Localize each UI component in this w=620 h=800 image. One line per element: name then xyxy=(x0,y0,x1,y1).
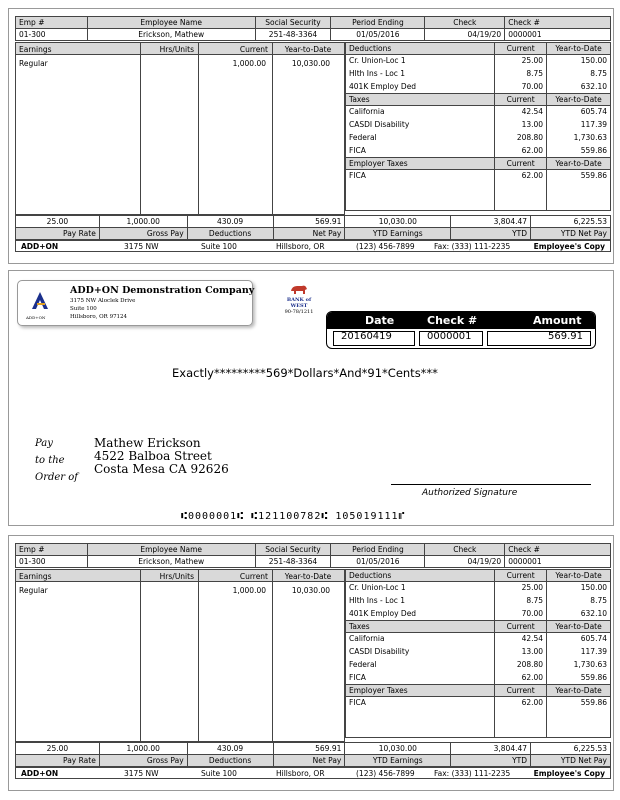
emp-header: Emp # xyxy=(16,544,88,556)
stub-address-bar xyxy=(15,767,611,779)
col-divider xyxy=(272,43,273,214)
ded-ytd: 150.00 xyxy=(547,55,611,68)
blank-cell xyxy=(346,710,495,738)
emp-tax-current: 62.00 xyxy=(495,170,547,183)
company-address-2: Suite 100 xyxy=(70,306,97,312)
totals-table xyxy=(15,742,611,767)
net-pay-label: Net Pay xyxy=(273,755,345,767)
ded-current: 70.00 xyxy=(495,81,547,94)
deductions-header: Deductions xyxy=(346,570,495,582)
col-divider xyxy=(140,43,141,214)
micr-line: ⑆0000001⑆ ⑆121100782⑆ 105019111⑈ xyxy=(181,511,406,522)
to-the-label: to the xyxy=(35,455,65,466)
check-no-value: 0000001 xyxy=(505,556,611,568)
col-divider xyxy=(198,570,199,741)
footer-fax: Fax: (333) 111-2235 xyxy=(434,769,511,778)
bank-block xyxy=(279,283,319,315)
check-number: 0000001 xyxy=(427,331,472,342)
tax-current: 42.54 xyxy=(495,106,547,119)
footer-suite: Suite 100 xyxy=(201,769,237,778)
ytd-earnings-value: 10,030.00 xyxy=(345,216,451,228)
copy-label: Employee's Copy xyxy=(533,769,605,778)
tax-ytd-header: Year-to-Date xyxy=(547,94,611,106)
footer-city: Hillsboro, OR xyxy=(276,242,325,251)
ssn-header: Social Security xyxy=(255,544,331,556)
hrs-header: Hrs/Units xyxy=(159,45,194,54)
order-of-label: Order of xyxy=(35,472,78,483)
emp-tax-label: FICA xyxy=(346,170,495,183)
date-label: Date xyxy=(365,314,395,327)
tax-ytd: 605.74 xyxy=(547,106,611,119)
period-value: 01/05/2016 xyxy=(331,556,425,568)
ded-ytd-header: Year-to-Date xyxy=(547,570,611,582)
bank-name: BANK of WEST xyxy=(286,297,312,309)
copy-label: Employee's Copy xyxy=(533,242,605,251)
tax-label: Federal xyxy=(346,659,495,672)
blank-cell xyxy=(495,183,547,211)
company-address-3: Hillsboro, OR 97124 xyxy=(70,314,128,320)
col-divider xyxy=(272,570,273,741)
taxes-header: Taxes xyxy=(346,621,495,633)
emp-tax-ytd: 559.86 xyxy=(547,170,611,183)
gross-pay-value: 1,000.00 xyxy=(99,743,187,755)
tax-ytd: 1,730.63 xyxy=(547,132,611,145)
amount-box xyxy=(326,311,596,349)
check-date: 20160419 xyxy=(341,331,392,342)
check-no-header: Check # xyxy=(505,17,611,29)
check-no-header: Check # xyxy=(505,544,611,556)
emp-tax-ytd-header: Year-to-Date xyxy=(547,158,611,170)
emp-tax-current-header: Current xyxy=(495,685,547,697)
name-value: Erickson, Mathew xyxy=(87,29,255,41)
pay-rate-value: 25.00 xyxy=(16,216,100,228)
earnings-header: Earnings xyxy=(19,572,52,581)
tax-label: FICA xyxy=(346,145,495,158)
ded-ytd: 632.10 xyxy=(547,608,611,621)
earnings-section xyxy=(15,42,345,215)
ded-ytd: 8.75 xyxy=(547,595,611,608)
check xyxy=(8,270,614,526)
blank-cell xyxy=(547,710,611,738)
company-box xyxy=(17,280,253,326)
tax-label: California xyxy=(346,633,495,646)
tax-label: FICA xyxy=(346,672,495,685)
ytd-label: YTD xyxy=(451,755,531,767)
tax-ytd: 605.74 xyxy=(547,633,611,646)
earnings-current: 1,000.00 xyxy=(232,59,266,68)
tax-ytd-header: Year-to-Date xyxy=(547,621,611,633)
ded-ytd-header: Year-to-Date xyxy=(547,43,611,55)
signature-line xyxy=(391,484,591,485)
footer-street: 3175 NW xyxy=(124,769,159,778)
tax-label: Federal xyxy=(346,132,495,145)
totals-table xyxy=(15,215,611,240)
ded-ytd: 8.75 xyxy=(547,68,611,81)
emp-value: 01-300 xyxy=(16,29,88,41)
employer-taxes-header: Employer Taxes xyxy=(346,685,495,697)
ded-ytd: 632.10 xyxy=(547,81,611,94)
period-header: Period Ending xyxy=(331,17,425,29)
tax-label: CASDI Disability xyxy=(346,646,495,659)
ytd-earnings-label: YTD Earnings xyxy=(345,755,451,767)
period-value: 01/05/2016 xyxy=(331,29,425,41)
deductions-value: 430.09 xyxy=(187,216,273,228)
ded-ytd: 150.00 xyxy=(547,582,611,595)
earn-ytd-header: Year-to-Date xyxy=(284,572,332,581)
logo-text: ADD+ON xyxy=(26,315,46,320)
earn-ytd-header: Year-to-Date xyxy=(284,45,332,54)
pay-rate-label: Pay Rate xyxy=(16,228,100,240)
employee-info-table xyxy=(15,16,611,41)
earnings-current: 1,000.00 xyxy=(232,586,266,595)
col-divider xyxy=(140,570,141,741)
tax-current-header: Current xyxy=(495,621,547,633)
ded-label: Cr. Union-Loc 1 xyxy=(346,55,495,68)
ded-current: 8.75 xyxy=(495,68,547,81)
earn-current-header: Current xyxy=(239,45,268,54)
emp-tax-current: 62.00 xyxy=(495,697,547,710)
footer-suite: Suite 100 xyxy=(201,242,237,251)
ded-label: 401K Employ Ded xyxy=(346,81,495,94)
deductions-label: Deductions xyxy=(187,228,273,240)
check-no-label: Check # xyxy=(427,314,478,327)
ssn-header: Social Security xyxy=(255,17,331,29)
ytd-value: 3,804.47 xyxy=(451,743,531,755)
payee-city: Costa Mesa CA 92626 xyxy=(94,462,229,476)
earnings-label: Regular xyxy=(19,59,48,68)
ded-current: 8.75 xyxy=(495,595,547,608)
ytd-net-label: YTD Net Pay xyxy=(531,755,611,767)
ded-current: 70.00 xyxy=(495,608,547,621)
company-address-1: 3175 NW Aloclek Drive xyxy=(70,298,136,304)
ssn-value: 251-48-3364 xyxy=(255,556,331,568)
pay-stub-top xyxy=(8,8,614,264)
ded-current: 25.00 xyxy=(495,582,547,595)
ytd-net-value: 6,225.53 xyxy=(531,216,611,228)
deductions-table xyxy=(345,42,611,211)
emp-tax-current-header: Current xyxy=(495,158,547,170)
ded-current-header: Current xyxy=(495,570,547,582)
tax-ytd: 559.86 xyxy=(547,145,611,158)
bank-routing: 90-78/1211 xyxy=(284,309,314,315)
net-pay-label: Net Pay xyxy=(273,228,345,240)
tax-current: 208.80 xyxy=(495,132,547,145)
emp-tax-ytd-header: Year-to-Date xyxy=(547,685,611,697)
tax-current: 62.00 xyxy=(495,145,547,158)
earnings-section xyxy=(15,569,345,742)
tax-ytd: 1,730.63 xyxy=(547,659,611,672)
check-date-header: Check xyxy=(425,17,505,29)
earnings-ytd: 10,030.00 xyxy=(291,586,330,595)
ded-label: Cr. Union-Loc 1 xyxy=(346,582,495,595)
taxes-header: Taxes xyxy=(346,94,495,106)
blank-cell xyxy=(547,183,611,211)
earnings-label: Regular xyxy=(19,586,48,595)
stub-address-bar xyxy=(15,240,611,252)
tax-current-header: Current xyxy=(495,94,547,106)
emp-header: Emp # xyxy=(16,17,88,29)
tax-ytd: 117.39 xyxy=(547,119,611,132)
deductions-header: Deductions xyxy=(346,43,495,55)
name-header: Employee Name xyxy=(87,17,255,29)
pay-label: Pay xyxy=(35,438,53,449)
name-header: Employee Name xyxy=(87,544,255,556)
check-amount: 569.91 xyxy=(548,331,583,342)
company-name: ADD+ON Demonstration Company xyxy=(70,285,255,296)
tax-ytd: 117.39 xyxy=(547,646,611,659)
tax-label: California xyxy=(346,106,495,119)
footer-company: ADD+ON xyxy=(21,242,59,251)
payee-street: 4522 Balboa Street xyxy=(94,449,212,463)
gross-pay-label: Gross Pay xyxy=(99,228,187,240)
tax-current: 62.00 xyxy=(495,672,547,685)
tax-current: 13.00 xyxy=(495,119,547,132)
check-date-header: Check xyxy=(425,544,505,556)
tax-label: CASDI Disability xyxy=(346,119,495,132)
emp-value: 01-300 xyxy=(16,556,88,568)
deductions-table xyxy=(345,569,611,738)
check-no-value: 0000001 xyxy=(505,29,611,41)
earnings-header: Earnings xyxy=(19,45,52,54)
blank-cell xyxy=(495,710,547,738)
amount-label: Amount xyxy=(533,314,582,327)
deductions-value: 430.09 xyxy=(187,743,273,755)
ded-current: 25.00 xyxy=(495,55,547,68)
amount-values xyxy=(327,329,595,349)
net-pay-value: 569.91 xyxy=(273,216,345,228)
deductions-label: Deductions xyxy=(187,755,273,767)
pay-stub-bottom xyxy=(8,535,614,791)
amount-in-words: Exactly*********569*Dollars*And*91*Cents*** xyxy=(172,366,438,380)
check-date-value: 04/19/20 xyxy=(425,29,505,41)
tax-current: 208.80 xyxy=(495,659,547,672)
emp-tax-label: FICA xyxy=(346,697,495,710)
footer-phone: (123) 456-7899 xyxy=(356,769,415,778)
earn-current-header: Current xyxy=(239,572,268,581)
tax-current: 42.54 xyxy=(495,633,547,646)
name-value: Erickson, Mathew xyxy=(87,556,255,568)
company-logo-icon xyxy=(28,289,52,313)
employer-taxes-header: Employer Taxes xyxy=(346,158,495,170)
ded-label: Hlth Ins - Loc 1 xyxy=(346,595,495,608)
pay-rate-value: 25.00 xyxy=(16,743,100,755)
ytd-earnings-value: 10,030.00 xyxy=(345,743,451,755)
emp-tax-ytd: 559.86 xyxy=(547,697,611,710)
footer-company: ADD+ON xyxy=(21,769,59,778)
ded-current-header: Current xyxy=(495,43,547,55)
ytd-label: YTD xyxy=(451,228,531,240)
ded-label: 401K Employ Ded xyxy=(346,608,495,621)
payee-name: Mathew Erickson xyxy=(94,436,201,450)
amount-header xyxy=(327,312,595,329)
earnings-ytd: 10,030.00 xyxy=(291,59,330,68)
gross-pay-label: Gross Pay xyxy=(99,755,187,767)
net-pay-value: 569.91 xyxy=(273,743,345,755)
gross-pay-value: 1,000.00 xyxy=(99,216,187,228)
tax-ytd: 559.86 xyxy=(547,672,611,685)
employee-info-table xyxy=(15,543,611,568)
ytd-net-label: YTD Net Pay xyxy=(531,228,611,240)
ytd-net-value: 6,225.53 xyxy=(531,743,611,755)
ded-label: Hlth Ins - Loc 1 xyxy=(346,68,495,81)
ytd-earnings-label: YTD Earnings xyxy=(345,228,451,240)
period-header: Period Ending xyxy=(331,544,425,556)
ytd-value: 3,804.47 xyxy=(451,216,531,228)
check-date-value: 04/19/20 xyxy=(425,556,505,568)
footer-fax: Fax: (333) 111-2235 xyxy=(434,242,511,251)
col-divider xyxy=(198,43,199,214)
tax-current: 13.00 xyxy=(495,646,547,659)
bank-bear-icon xyxy=(290,283,308,295)
footer-phone: (123) 456-7899 xyxy=(356,242,415,251)
blank-cell xyxy=(346,183,495,211)
hrs-header: Hrs/Units xyxy=(159,572,194,581)
pay-rate-label: Pay Rate xyxy=(16,755,100,767)
footer-city: Hillsboro, OR xyxy=(276,769,325,778)
signature-label: Authorized Signature xyxy=(422,488,518,498)
ssn-value: 251-48-3364 xyxy=(255,29,331,41)
footer-street: 3175 NW xyxy=(124,242,159,251)
